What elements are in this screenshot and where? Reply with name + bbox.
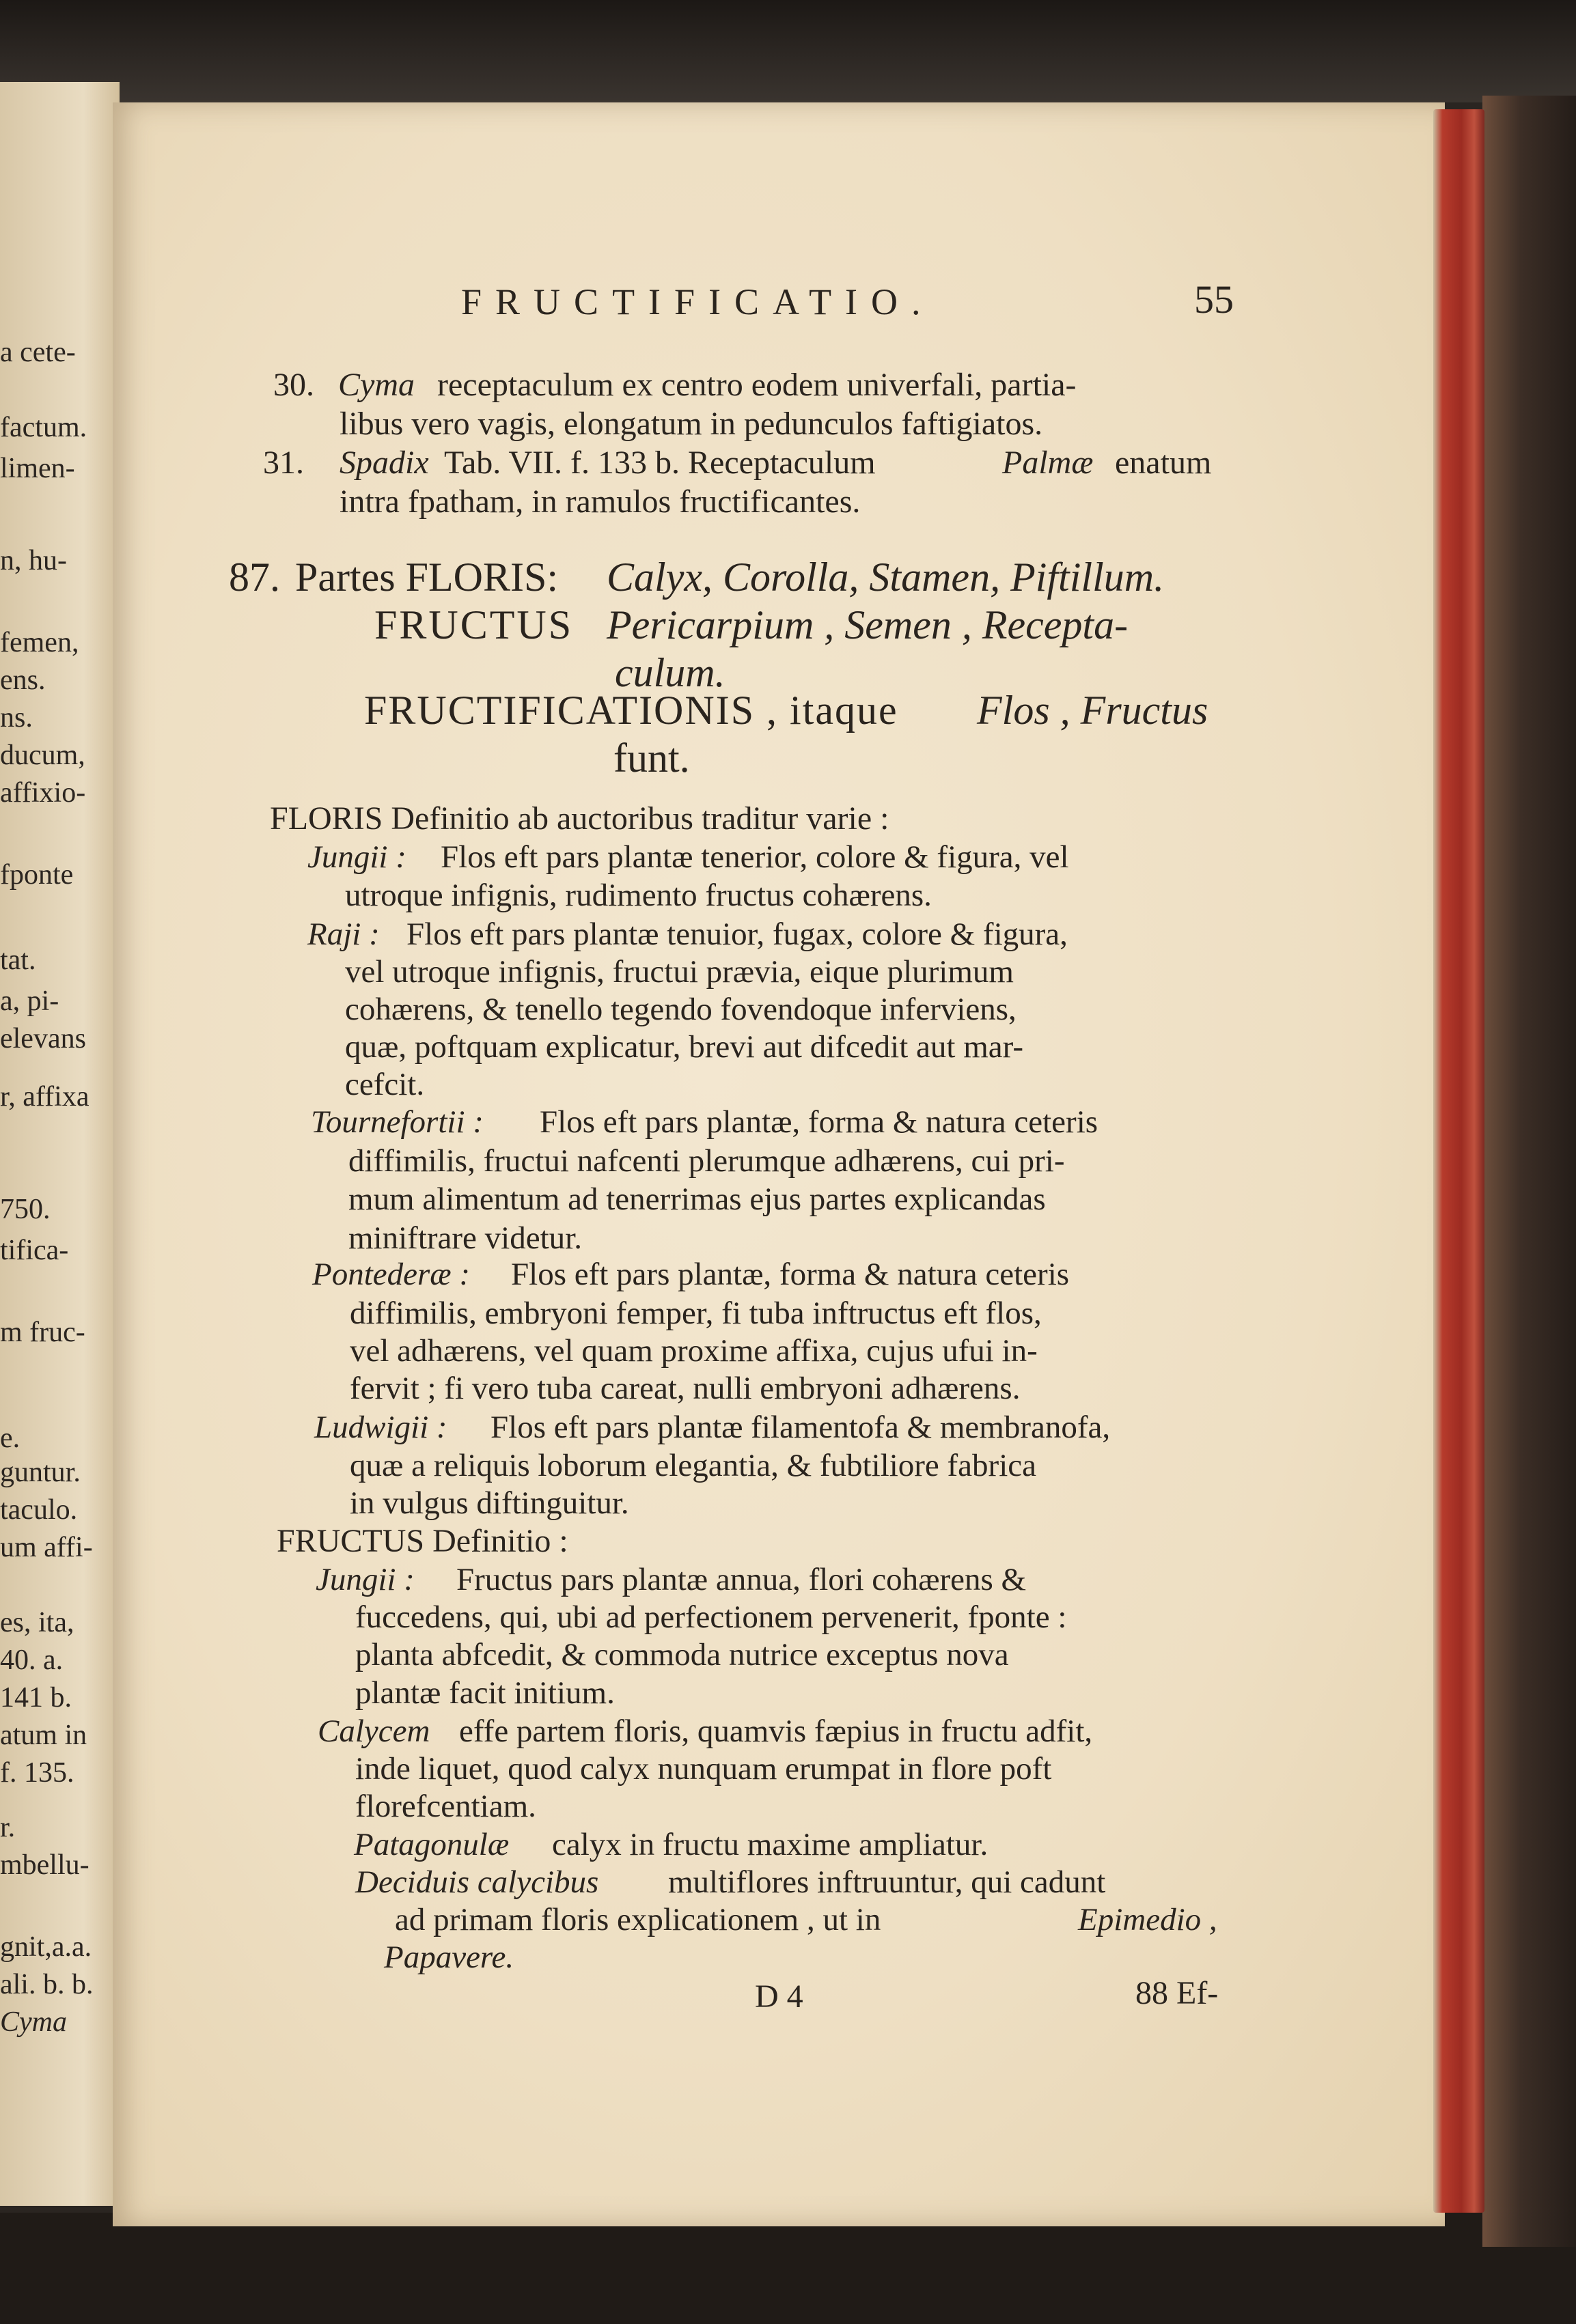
left-fragment: tifica-	[0, 1235, 69, 1266]
left-fragment: 750.	[0, 1194, 51, 1225]
calycem-line-2: inde liquet, quod calyx nunquam erumpat in flore poft	[355, 1751, 1052, 1787]
left-fragment: a, pi-	[0, 985, 59, 1017]
term-papavere: Papavere.	[384, 1940, 514, 1975]
left-fragment: taculo.	[0, 1494, 78, 1526]
author-ludwigii: Ludwigii :	[314, 1410, 447, 1445]
jungii-line-2: utroque infignis, rudimento fructus cohærens.	[345, 878, 932, 913]
left-facing-page	[0, 82, 120, 2206]
page-number: 55	[1194, 277, 1234, 322]
tourn-line-3: mum alimentum ad tenerrimas ejus partes explicandas	[348, 1181, 1046, 1217]
tourn-line-1: Flos eft pars plantæ, forma & natura ceteris	[540, 1104, 1098, 1140]
left-fragment: affixio-	[0, 777, 86, 809]
patagonulae-line: calyx in fructu maxime ampliatur.	[552, 1827, 989, 1862]
left-fragment: gnit,a.a.	[0, 1931, 92, 1963]
partes-floris: Partes FLORIS:	[295, 555, 559, 600]
left-fragment: r.	[0, 1812, 16, 1843]
deciduis-line-1: multiflores inftruuntur, qui cadunt	[668, 1864, 1106, 1900]
left-fragment: factum.	[0, 412, 87, 443]
left-fragment: m fruc-	[0, 1317, 85, 1348]
book-cover	[1482, 96, 1576, 2247]
left-fragment: tat.	[0, 944, 36, 976]
background-top	[0, 0, 1576, 102]
raji-line-4: quæ, poftquam explicatur, brevi aut difcedit aut mar-	[345, 1029, 1023, 1065]
left-fragment: elevans	[0, 1023, 86, 1054]
flos-fructus: Flos , Fructus	[977, 688, 1208, 733]
left-fragment: e.	[0, 1423, 20, 1454]
fructus-label: FRUCTUS	[374, 602, 574, 647]
fructificationis: FRUCTIFICATIONIS , itaque	[364, 688, 898, 733]
spadix-line-1-end: enatum	[1115, 445, 1212, 481]
pont-line-1: Flos eft pars plantæ, forma & natura ceteris	[511, 1257, 1070, 1292]
left-fragment: um affi-	[0, 1532, 93, 1563]
pont-line-3: vel adhærens, vel quam proxime affixa, cujus ufui in-	[350, 1333, 1038, 1369]
calycem-line-3: florefcentiam.	[355, 1789, 536, 1824]
left-fragment: Cyma	[0, 2006, 67, 2038]
left-fragment: 40. a.	[0, 1644, 64, 1676]
culum: culum.	[615, 650, 725, 695]
left-fragment: guntur.	[0, 1457, 81, 1488]
ludw-line-1: Flos eft pars plantæ filamentofa & membranofa,	[490, 1410, 1111, 1445]
left-fragment: ducum,	[0, 740, 85, 771]
page-edge-red	[1433, 109, 1484, 2213]
spadix-line-1: Tab. VII. f. 133 b. Receptaculum	[444, 445, 876, 481]
left-fragment: es, ita,	[0, 1607, 74, 1638]
left-fragment: ens.	[0, 664, 46, 696]
left-fragment: n, hu-	[0, 545, 67, 576]
catchword: 88 Ef-	[1135, 1975, 1219, 2011]
section-number-87: 87.	[229, 555, 280, 600]
background-bottom	[0, 2213, 1576, 2324]
cyma-line-2: libus vero vagis, elongatum in pedunculos faftigiatos.	[340, 406, 1043, 442]
left-fragment: r, affixa	[0, 1081, 89, 1112]
left-fragment: 141 b.	[0, 1682, 72, 1713]
calycem-line-1: effe partem floris, quamvis fæpius in fructu adfit,	[459, 1713, 1093, 1749]
signature-mark: D 4	[755, 1978, 803, 2015]
ludw-line-2: quæ a reliquis loborum elegantia, & fubtiliore fabrica	[350, 1448, 1036, 1483]
term-calycem: Calycem	[318, 1713, 430, 1749]
fructus-jungii-line-3: planta abfcedit, & commoda nutrice exceptus nova	[355, 1637, 1009, 1672]
pont-line-4: fervit ; fi vero tuba careat, nulli embryoni adhærens.	[350, 1371, 1021, 1406]
term-palmae: Palmæ	[1002, 445, 1094, 481]
left-fragment: fponte	[0, 859, 74, 891]
floris-parts: Calyx, Corolla, Stamen, Piftillum.	[607, 555, 1165, 600]
left-fragment: femen,	[0, 627, 79, 658]
raji-line-3: cohærens, & tenello tegendo fovendoque inferviens,	[345, 992, 1017, 1027]
left-fragment: atum in	[0, 1720, 87, 1751]
term-epimedio: Epimedio ,	[1078, 1902, 1217, 1937]
tourn-line-2: diffimilis, fructui nafcenti plerumque adhærens, cui pri-	[348, 1143, 1065, 1179]
fructus-jungii-line-4: plantæ facit initium.	[355, 1675, 615, 1711]
term-patagonulae: Patagonulæ	[354, 1827, 510, 1862]
left-fragment: mbellu-	[0, 1849, 89, 1881]
author-jungii: Jungii :	[307, 839, 406, 875]
tourn-line-4: miniftrare videtur.	[348, 1220, 582, 1256]
left-fragment: limen-	[0, 453, 75, 484]
deciduis-line-2: ad primam floris explicationem , ut in	[395, 1902, 881, 1937]
spadix-line-2: intra fpatham, in ramulos fructificantes.	[340, 484, 861, 520]
pont-line-2: diffimilis, embryoni femper, fi tuba inftructus eft flos,	[350, 1296, 1042, 1331]
raji-line-1: Flos eft pars plantæ tenuior, fugax, colore & figura,	[406, 916, 1068, 952]
raji-line-5: cefcit.	[345, 1067, 425, 1102]
author-tournefortii: Tournefortii :	[311, 1104, 484, 1140]
ludw-line-3: in vulgus diftinguitur.	[350, 1485, 629, 1521]
term-spadix: Spadix	[340, 445, 429, 481]
author-jungii-fructus: Jungii :	[316, 1562, 415, 1597]
running-title: FRUCTIFICATIO.	[461, 281, 935, 322]
sunt: funt.	[613, 736, 690, 781]
fructus-jungii-line-1: Fructus pars plantæ annua, flori cohærens &	[456, 1562, 1027, 1597]
left-fragment: ns.	[0, 702, 33, 733]
author-raji: Raji :	[307, 916, 380, 952]
floris-definitio-heading: FLORIS Definitio ab auctoribus traditur varie :	[270, 800, 889, 837]
fructus-jungii-line-2: fuccedens, qui, ubi ad perfectionem pervenerit, fponte :	[355, 1599, 1067, 1635]
left-fragment: f. 135.	[0, 1757, 74, 1789]
author-pontederae: Pontederæ :	[312, 1257, 471, 1292]
left-fragment: a cete-	[0, 337, 76, 368]
fructus-definitio-heading: FRUCTUS Definitio :	[277, 1523, 568, 1559]
fructus-parts: Pericarpium , Semen , Recepta-	[607, 602, 1129, 647]
item-number-31: 31.	[263, 445, 304, 481]
term-deciduis: Deciduis calycibus	[355, 1864, 599, 1900]
term-cyma: Cyma	[338, 367, 415, 403]
cyma-line-1: receptaculum ex centro eodem univerfali, partia-	[437, 367, 1077, 403]
item-number-30: 30.	[273, 367, 314, 403]
raji-line-2: vel utroque infignis, fructui prævia, eique plurimum	[345, 954, 1014, 990]
jungii-line-1: Flos eft pars plantæ tenerior, colore & figura, vel	[441, 839, 1069, 875]
left-fragment: ali. b. b.	[0, 1969, 94, 2000]
